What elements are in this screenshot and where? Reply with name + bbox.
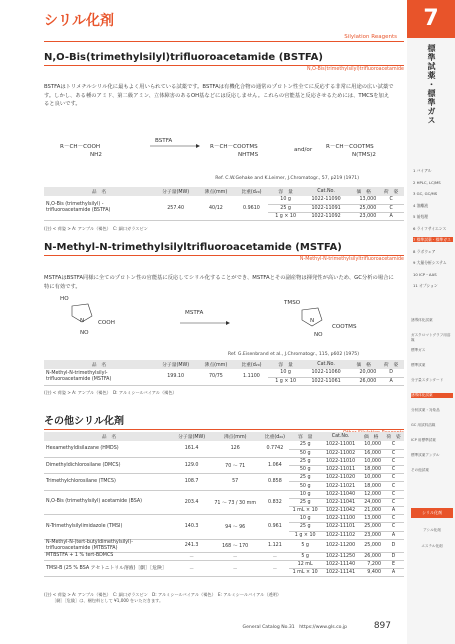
chapter-item[interactable]: 7 標準試薬・標準ガス — [413, 237, 453, 242]
tab-silylation[interactable]: シリル化剤 — [411, 508, 453, 518]
size-cell: 10 g — [268, 369, 303, 377]
cat-cell: 1022-11200 — [322, 539, 360, 552]
sub-link-item[interactable]: その他試薬 — [411, 468, 429, 472]
d-value: 0.961 — [261, 515, 289, 540]
table-row — [44, 560, 404, 568]
product-structure: TMSO N COOTMS NO — [284, 300, 357, 338]
reaction-arrow-icon — [180, 320, 230, 326]
col-name: 品 名 — [44, 432, 174, 441]
cat-cell: 1022-11092 — [303, 212, 349, 220]
cat-cell: 1022-11020 — [322, 474, 360, 482]
col-d: 比重(d₂₀) — [235, 360, 269, 369]
col-bp: 沸点(mm) — [197, 187, 234, 196]
chapter-item[interactable]: 1 バイアル — [413, 168, 432, 173]
chapter-item[interactable]: 11 オプション — [413, 283, 438, 288]
table-row — [44, 441, 404, 449]
product-name: N-Trimethylsilylimidazole (TMSI) — [44, 515, 174, 540]
pack-cell: A — [383, 569, 404, 577]
d-value: － — [261, 552, 289, 560]
product-name: N,O-Bis (trimethylsilyl) - trifluoroacetamide (BSTFA) — [44, 196, 154, 221]
table-row — [44, 457, 404, 465]
cat-cell: 1022-11021 — [322, 482, 360, 490]
chapter-item[interactable]: 9 大量分析システム — [413, 260, 447, 265]
col-name: 品 名 — [44, 187, 154, 196]
table-header — [44, 187, 404, 196]
product-table-mstfa — [44, 360, 404, 386]
sub-link-item[interactable]: GC 用試料溶媒 — [411, 423, 436, 427]
page-subtitle: Silylation Reagents — [344, 34, 397, 40]
col-mw: 分子量(MW) — [154, 360, 197, 369]
sub-link-item[interactable]: 分析試薬・対象品 — [411, 408, 440, 412]
cat-cell: 1022-11041 — [322, 498, 360, 506]
sub-link-item[interactable]: 誘導体化試薬 — [411, 393, 453, 398]
cat-cell: 1022-11090 — [303, 196, 349, 204]
d-value: － — [261, 560, 289, 576]
col-size: 容 量 — [289, 432, 322, 441]
cat-cell: 1022-11101 — [322, 523, 360, 531]
mw-value: 129.0 — [174, 457, 209, 473]
product-formula: R－CH－COOTMS — [210, 144, 258, 150]
tab-acylation[interactable]: アシル化剤 — [423, 528, 441, 532]
mw-value: 203.4 — [174, 490, 209, 515]
price-cell: 23,000 — [359, 531, 383, 539]
sub-link-item[interactable]: 標準試薬 — [411, 363, 426, 367]
col-size: 容 量 — [268, 360, 303, 369]
price-cell: 25,000 — [359, 523, 383, 531]
page-title: シリル化剤 — [44, 13, 114, 29]
bp-value: 126 — [209, 441, 261, 457]
size-cell: 1 g × 10 — [268, 212, 303, 220]
bp-value: 168 ～ 170 — [209, 539, 261, 552]
pack-cell: C — [378, 196, 404, 204]
col-size: 容 量 — [268, 187, 303, 196]
size-cell: 50 g — [289, 449, 322, 457]
chapter-item[interactable]: 10 ICP・AAS — [413, 271, 437, 277]
table-note: (注) < 荷姿 > A: アンプル（褐色） D: アルミシールバイアル（褐色） — [44, 390, 177, 395]
pack-cell: A — [383, 507, 404, 515]
price-cell: 10,000 — [359, 474, 383, 482]
chapter-item[interactable]: 6 ライフサイエンス — [413, 225, 447, 231]
ring-structure-icon — [66, 302, 96, 324]
cat-cell: 1022-11001 — [322, 441, 360, 449]
col-pack: 荷 姿 — [378, 360, 404, 369]
table-row — [44, 196, 404, 204]
col-cat: Cat.No. — [303, 360, 349, 369]
pack-cell: A — [378, 377, 404, 385]
d-value: 0.858 — [261, 474, 289, 490]
price-cell: 25,000 — [349, 204, 378, 212]
mw-value: 199.10 — [154, 369, 197, 385]
cat-cell: 1022-11040 — [322, 490, 360, 498]
price-cell: 21,000 — [359, 507, 383, 515]
reference: Ref. G.Eisenbrand et al., J.Chromatogr., 115, p602 (1975) — [227, 352, 359, 357]
mw-value: 257.40 — [154, 196, 197, 221]
product-name: Dimethyldichlorosilane (DMCS) — [44, 457, 174, 473]
col-pack: 荷 姿 — [378, 187, 404, 196]
mw-value: 108.7 — [174, 474, 209, 490]
cat-cell: 1022-11010 — [322, 457, 360, 465]
size-cell: 12 mL — [289, 560, 322, 568]
section-divider — [44, 65, 404, 66]
mw-value: 161.4 — [174, 441, 209, 457]
price-cell: 25,000 — [359, 539, 383, 552]
reactant-structure: HO N COOH NO — [60, 296, 115, 336]
size-cell: 25 g — [289, 474, 322, 482]
section-alt-name: N-Methyl-N-trimethylsilyltrifluoroacetamide — [299, 257, 404, 262]
size-cell: 5 g — [289, 539, 322, 552]
bp-value: － — [209, 552, 261, 560]
reactant-group: NH2 — [90, 152, 102, 158]
page-number: 897 — [373, 621, 391, 631]
cat-cell: 1022-11102 — [322, 531, 360, 539]
pack-cell: C — [383, 490, 404, 498]
cat-cell: 1022-11100 — [322, 515, 360, 523]
table-row — [44, 490, 404, 498]
product-name: N-Methyl-N-(tert-butyldimethylsilyl)-trifluoroacetamide (MTBSTFA) — [44, 539, 174, 552]
size-cell: 1 g × 10 — [268, 377, 303, 385]
pack-cell: C — [383, 523, 404, 531]
col-d: 比重(d₂₀) — [235, 187, 269, 196]
product-table-other — [44, 432, 404, 577]
pack-cell: E — [383, 560, 404, 568]
cat-cell: 1022-11061 — [303, 377, 349, 385]
cat-cell: 1022-11042 — [322, 507, 360, 515]
price-cell: 23,000 — [349, 212, 378, 220]
chapter-item[interactable]: 5 前処理 — [413, 214, 429, 219]
price-cell: 7,200 — [359, 560, 383, 568]
chapter-number: 7 — [407, 0, 455, 38]
sub-link-item[interactable]: 標準試薬アンプル — [411, 453, 440, 457]
cat-cell: 1022-11141 — [322, 569, 360, 577]
table-row — [44, 552, 404, 560]
chapter-item[interactable]: 4 溶離液 — [413, 202, 429, 208]
chapter-title: 標準試薬・標準ガス — [427, 44, 436, 125]
price-cell: 18,000 — [359, 466, 383, 474]
table-header — [44, 432, 404, 441]
col-price: 価 格 — [349, 187, 378, 196]
table-row — [44, 515, 404, 523]
pack-cell: C — [383, 457, 404, 465]
pack-cell: D — [383, 552, 404, 560]
table-header — [44, 360, 404, 369]
size-cell: 1 g × 10 — [289, 531, 322, 539]
bp-value: 94 ～ 96 — [209, 515, 261, 540]
size-cell: 25 g — [268, 204, 303, 212]
col-cat: Cat.No. — [322, 432, 360, 441]
product-name: N-Methyl-N-trimethylsilyl- trifluoroacetamide (MSTFA) — [44, 369, 154, 385]
section-description: MSTFAはBSTFA同様に全てのプロトン性の官能基に反応してシリル化することができ、MSTFAとその副産物は揮発性が高いため、GC分析の場合に特に有効です。 — [44, 275, 394, 290]
price-cell: 18,000 — [359, 482, 383, 490]
size-cell: 50 g — [289, 482, 322, 490]
table-row — [44, 474, 404, 482]
bp-value: － — [209, 560, 261, 576]
col-cat: Cat.No. — [303, 187, 349, 196]
bp-value: 71 ～ 73 / 30 mm — [209, 490, 261, 515]
section-mstfa-heading — [44, 242, 404, 262]
pack-cell: C — [383, 474, 404, 482]
product-name: Hexamethyldisilazane (HMDS) — [44, 441, 174, 457]
cat-cell: 1022-11091 — [303, 204, 349, 212]
size-cell: 5 g — [289, 552, 322, 560]
product2-group: N(TMS)2 — [352, 152, 376, 158]
section-title: N,O-Bis(trimethylsilyl)trifluoroacetamide (BSTFA) — [44, 52, 323, 63]
col-pack: 荷 姿 — [383, 432, 404, 441]
price-cell: 26,000 — [359, 552, 383, 560]
size-cell: 1 mL × 10 — [289, 569, 322, 577]
bp-value: 57 — [209, 474, 261, 490]
section-divider — [44, 429, 404, 430]
bp-value: 70 ～ 71 — [209, 457, 261, 473]
bp-value: 40/12 — [197, 196, 234, 221]
col-name: 品 名 — [44, 360, 154, 369]
d-value: 0.9610 — [235, 196, 269, 221]
cat-cell: 1022-11140 — [322, 560, 360, 568]
footer-catalog: General Catalog No.31 https://www.gls.co.jp — [242, 625, 347, 630]
table-row — [44, 369, 404, 377]
pack-cell: C — [383, 449, 404, 457]
pack-cell: C — [383, 466, 404, 474]
mw-value: 241.3 — [174, 539, 209, 552]
cat-cell: 1022-11011 — [322, 466, 360, 474]
sub-link-item[interactable]: ガスクロマトグラフ用溶媒 — [411, 333, 451, 342]
price-cell: 24,000 — [359, 498, 383, 506]
chapter-item[interactable]: 3 GC, GC/MS — [413, 191, 438, 196]
tab-esterification[interactable]: エステル化剤 — [421, 544, 443, 548]
price-cell: 10,000 — [359, 441, 383, 449]
product-group: NHTMS — [238, 152, 259, 158]
sub-link-item[interactable]: ICP 用標準試薬 — [411, 438, 436, 442]
table-note: (注) < 荷姿 > A: アンプル（褐色） C: 細口ガラスビン — [44, 226, 148, 231]
sub-link-item[interactable]: 標準ガス — [411, 348, 426, 352]
price-cell: 20,000 — [349, 369, 378, 377]
size-cell: 10 g — [268, 196, 303, 204]
chapter-item[interactable]: 8 ラボウェア — [413, 248, 436, 254]
price-cell: 12,000 — [359, 490, 383, 498]
price-cell: 13,000 — [349, 196, 378, 204]
pack-cell: C — [383, 482, 404, 490]
cat-cell: 1022-11002 — [322, 449, 360, 457]
size-cell: 25 g — [289, 523, 322, 531]
reference: Ref. C.W.Gehake and K.Leimer, J.Chromatogr., 57, p219 (1971) — [215, 176, 359, 181]
reagent-label: BSTFA — [155, 138, 173, 144]
price-cell: 9,400 — [359, 569, 383, 577]
pack-cell: C — [378, 204, 404, 212]
col-bp: 沸点(mm) — [209, 432, 261, 441]
d-value: 0.7742 — [261, 441, 289, 457]
table-note-hazard: ［劇］［危険］は、梱包料として ¥1,000 をいただきます。 — [52, 598, 164, 603]
mw-value: － — [174, 552, 209, 560]
size-cell: 50 g — [289, 466, 322, 474]
bp-value: 70/75 — [197, 369, 234, 385]
col-bp: 沸点(mm) — [197, 360, 234, 369]
size-cell: 10 g — [289, 515, 322, 523]
pack-cell: D — [383, 539, 404, 552]
d-value: 1.1100 — [235, 369, 269, 385]
chapter-item[interactable]: 2 HPLC, LC/MS — [413, 179, 441, 185]
size-cell: 10 g — [289, 490, 322, 498]
size-cell: 25 g — [289, 441, 322, 449]
product2-formula: R－CH－COOTMS — [326, 144, 374, 150]
cat-cell: 1022-11060 — [303, 369, 349, 377]
table-row — [44, 539, 404, 552]
section-divider — [44, 255, 404, 256]
col-price: 価 格 — [359, 432, 383, 441]
col-mw: 分子量(MW) — [154, 187, 197, 196]
reactant-formula: R－CH－COOH — [60, 144, 101, 150]
pack-cell: C — [383, 441, 404, 449]
size-cell: 25 g — [289, 457, 322, 465]
price-cell: 13,000 — [359, 515, 383, 523]
section-title: N-Methyl-N-trimethylsilyltrifluoroacetamide (MSTFA) — [44, 242, 342, 253]
reaction-arrow-icon — [150, 143, 200, 149]
cat-cell: 1022-11250 — [322, 552, 360, 560]
section-title: その他シリル化剤 — [44, 416, 124, 427]
price-cell: 10,000 — [359, 457, 383, 465]
header-divider — [44, 41, 404, 42]
product-name: MTBSTFA + 1 % tert-BDMCS — [44, 552, 174, 560]
product-name: Trimethylchlorosilane (TMCS) — [44, 474, 174, 490]
sub-link-item[interactable]: 誘導体化試薬 — [411, 318, 433, 322]
d-value: 0.832 — [261, 490, 289, 515]
price-cell: 26,000 — [349, 377, 378, 385]
mw-value: 140.3 — [174, 515, 209, 540]
col-mw: 分子量(MW) — [174, 432, 209, 441]
table-note: (注) < 荷姿 > A: アンプル（褐色） C: 細口ガラスビン D: アルミシールバイアル（褐色） E: アルミシールバイアル（透明） — [44, 592, 282, 597]
side-index — [407, 0, 455, 644]
and-or-label: and/or — [294, 147, 313, 153]
col-d: 比重(d₂₀) — [261, 432, 289, 441]
size-cell: 25 g — [289, 498, 322, 506]
product-name: N,O-Bis (trimethylsilyl) acetamide (BSA) — [44, 490, 174, 515]
size-cell: 1 mL × 10 — [289, 507, 322, 515]
d-value: 1.121 — [261, 539, 289, 552]
pack-cell: D — [378, 369, 404, 377]
col-price: 価 格 — [349, 360, 378, 369]
pack-cell: C — [383, 498, 404, 506]
ring-structure-icon — [296, 306, 326, 328]
d-value: 1.064 — [261, 457, 289, 473]
pack-cell: A — [378, 212, 404, 220]
section-description: BSTFAはトリメチルシリル化に最もよく用いられている試薬です。BSTFAは有機化合物の通常のプロトン性全てに反応する非常に用途の広い試薬です。しかし、ある種のアミド、第二級アミン、立体障害のあるOH基などには反応しません。これらの官能基と反応させるためには、TMCSを加えると良いです。 — [44, 84, 394, 108]
pack-cell: A — [383, 531, 404, 539]
section-alt-name: N,O-Bis(trimethylsilyl)trifluoroacetamide — [306, 67, 404, 72]
pack-cell: C — [383, 515, 404, 523]
reagent-label: MSTFA — [185, 310, 204, 316]
section-bstfa-heading — [44, 52, 404, 72]
sub-link-item[interactable]: 分子量スタンダード — [411, 378, 444, 382]
mw-value: － — [174, 560, 209, 576]
product-name: TMSI-B (25 % BSA アセトニトリル溶液)［劇］［危険］ — [44, 560, 174, 576]
price-cell: 16,000 — [359, 449, 383, 457]
product-table-bstfa — [44, 187, 404, 221]
